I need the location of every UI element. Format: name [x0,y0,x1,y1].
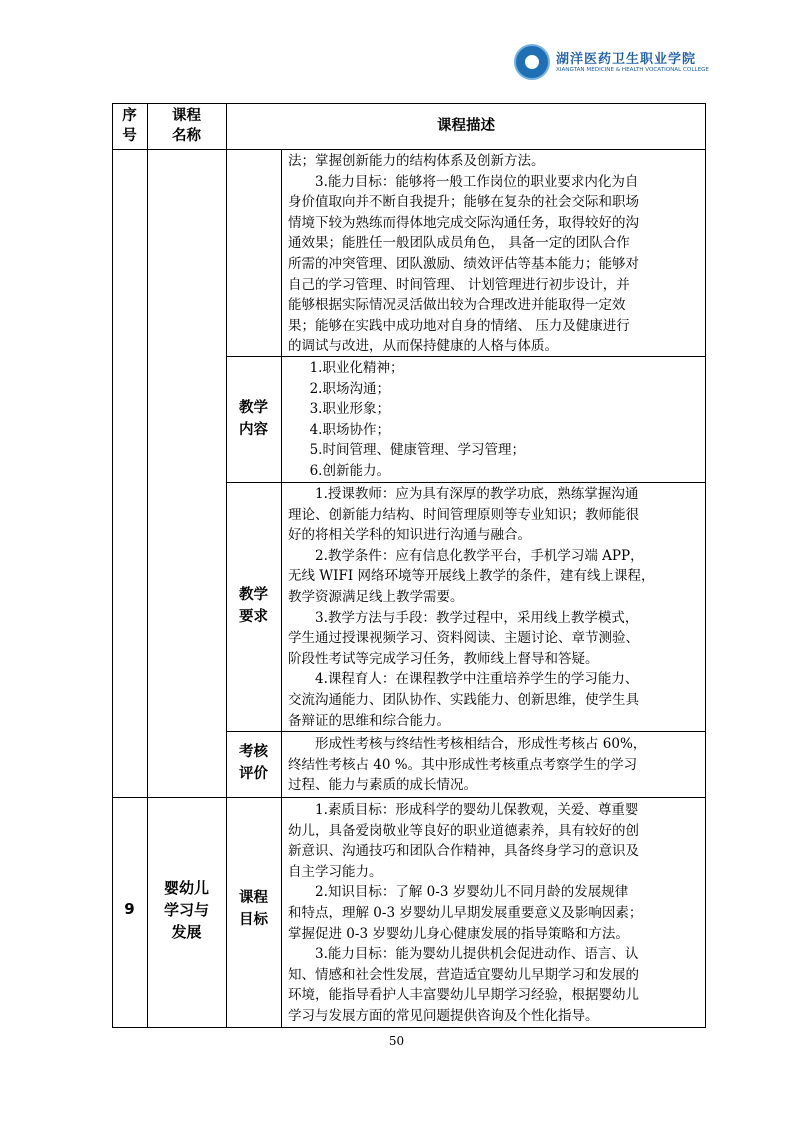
list-item: 6.创新能力。 [309,462,390,479]
header-course-desc: 课程描述 [437,118,495,134]
list-item: 5.时间管理、健康管理、学习管理； [309,442,525,459]
row9-course-name: 婴幼儿 学习与 发展 [163,879,209,941]
row8-content-list [288,358,698,482]
row9-goal-desc: 1.素质目标：形成科学的婴幼儿保教观，关爱、尊重婴 幼儿，具备爱岗敬业等良好的职业道德素养，具有较好的创 新意识、沟通技巧和团队合作精神，具备终身学习的意识及 自主学习能力。 2.知识目标：了解 0-3 岁婴幼儿不同月龄的发展规律 和特点，理解 0-3 岁婴幼儿早期发展重要意义及影响因素； 掌握促进 0-3 岁婴幼儿身心健康发展的指导策略和方法。 3.能力目标：能为婴幼儿提供机会促进动作、语言、认 知、情感和社会性发展，营造适宜婴幼儿早期学习和发展的 环境，能指导看护人丰富婴幼儿早期学习经验，根据婴幼儿 学习与发展方面的常见问题提供咨询及个性化指导。 [288,802,643,1024]
label-course-goals: 课程 目标 [239,890,268,928]
label-assessment: 考核 评价 [239,744,268,782]
row8-requirements-desc: 1.授课教师：应为具有深厚的教学功底，熟练掌握沟通 理论、创新能力结构、时间管理原则等专业知识；教师能很 好的将相关学科的知识进行沟通与融合。 2.教学条件：应有信息化教学平台，手机学习端 APP， 无线 WIFI 网络环境等开展线上教学的条件，建有线上课程， 教学资源满足线上教学需要。 3.教学方法与手段：教学过程中，采用线上教学模式， 学生通过授课视频学习、资料阅读、主题讨论、章节测验、 阶段性考试等完成学习任务，教师线上督导和答疑。 4.课程育人：在课程教学中注重培养学生的学习能力、 交流沟通能力、团队协作、实践能力、创新思维，使学生具 备辩证的思维和综合能力。 [288,486,655,729]
label-teaching-requirements: 教学 要求 [239,587,268,625]
list-item: 3.职业形象； [309,401,390,418]
header-no: 序 号 [122,108,137,144]
row9-number: 9 [124,900,135,918]
row-divider-eval [226,731,706,732]
list-item: 1.职业化精神； [309,360,404,376]
logo-chinese-name: 湖洋医药卫生职业学院 [556,52,697,67]
logo-english-name: XIANGTAN MEDICINE & HEALTH VOCATIONAL COLLEGE [556,67,709,73]
college-logo [514,44,709,84]
header-course-name: 课程 名称 [172,108,201,144]
row-divider-req [226,482,706,483]
label-teaching-content: 教学 内容 [239,400,268,438]
list-item: 2.职场沟通； [309,380,390,397]
list-item: 4.职场协作； [309,421,390,438]
col-divider-3 [281,150,282,1028]
row8-goal-desc: 法；掌握创新能力的结构体系及创新方法。 3.能力目标：能够将一般工作岗位的职业要求内化为自 身价值取向并不断自我提升；能够在复杂的社会交际和职场 情境下较为熟练而得体地完成交际沟通任务，取得较好的沟 通效果；能胜任一般团队成员角色， 具备一定的团队合作 所需的冲突管理、团队激励、绩效评估等基本能力；能够对 自己的学习管理、时间管理、 计划管理进行初步设计，并 能够根据实际情况灵活做出较为合理改进并能取得一定效 果；能够在实践中成功地对自身的情绪、 压力及健康进行 的调试与改进，从而保持健康的人格与体质。 [288,153,639,355]
college-emblem-icon [514,44,550,80]
row-divider-9 [112,797,706,798]
row8-assessment-desc: 形成性考核与终结性考核相结合，形成性考核占 60%， 终结性考核占 40 %。其中形成性考核重点考察学生的学习 过程、能力与素质的成长情况。 [288,736,647,794]
page-number: 50 [388,1034,405,1048]
